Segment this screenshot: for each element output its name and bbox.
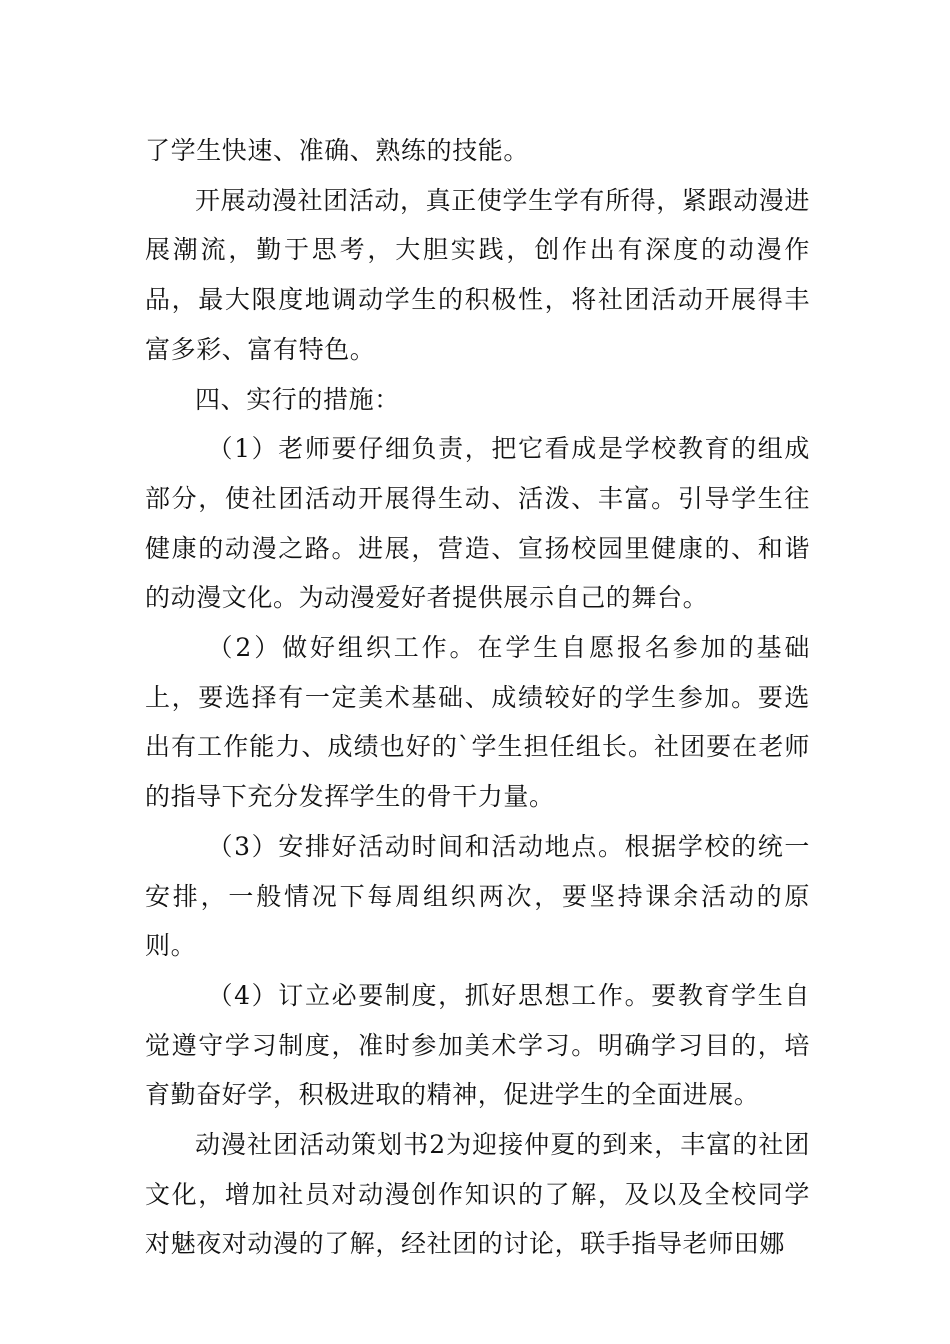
paragraph-measure-1: （1）老师要仔细负责，把它看成是学校教育的组成部分，使社团活动开展得生动、活泼、丰富。引导学生往健康的动漫之路。进展，营造、宣扬校园里健康的、和谐的动漫文化。为动漫爱好者提供展示自己的舞台。 <box>145 434 810 613</box>
paragraph-measure-4: （4）订立必要制度，抓好思想工作。要教育学生自觉遵守学习制度，准时参加美术学习。明确学习目的，培育勤奋好学，积极进取的精神，促进学生的全面进展。 <box>145 980 810 1110</box>
paragraph-goals: 开展动漫社团活动，真正使学生学有所得，紧跟动漫进展潮流，勤于思考，大胆实践，创作出有深度的动漫作品，最大限度地调动学生的积极性，将社团活动开展得丰富多彩、富有特色。 <box>145 185 810 364</box>
paragraph-plan-2-intro: 动漫社团活动策划书2为迎接仲夏的到来，丰富的社团文化，增加社员对动漫创作知识的了解，及以及全校同学对魅夜对动漫的了解，经社团的讨论，联手指导老师田娜 <box>145 1130 810 1259</box>
paragraph-measure-2: （2）做好组织工作。在学生自愿报名参加的基础上，要选择有一定美术基础、成绩较好的学生参加。要选出有工作能力、成绩也好的`学生担任组长。社团要在老师的指导下充分发挥学生的骨干力量。 <box>145 633 810 812</box>
document-body <box>145 126 810 1269</box>
paragraph-continuation: 了学生快速、准确、熟练的技能。 <box>145 136 530 165</box>
paragraph-measure-3: （3）安排好活动时间和活动地点。根据学校的统一安排，一般情况下每周组织两次，要坚持课余活动的原则。 <box>145 831 810 961</box>
section-heading-measures: 四、实行的措施： <box>195 384 400 414</box>
